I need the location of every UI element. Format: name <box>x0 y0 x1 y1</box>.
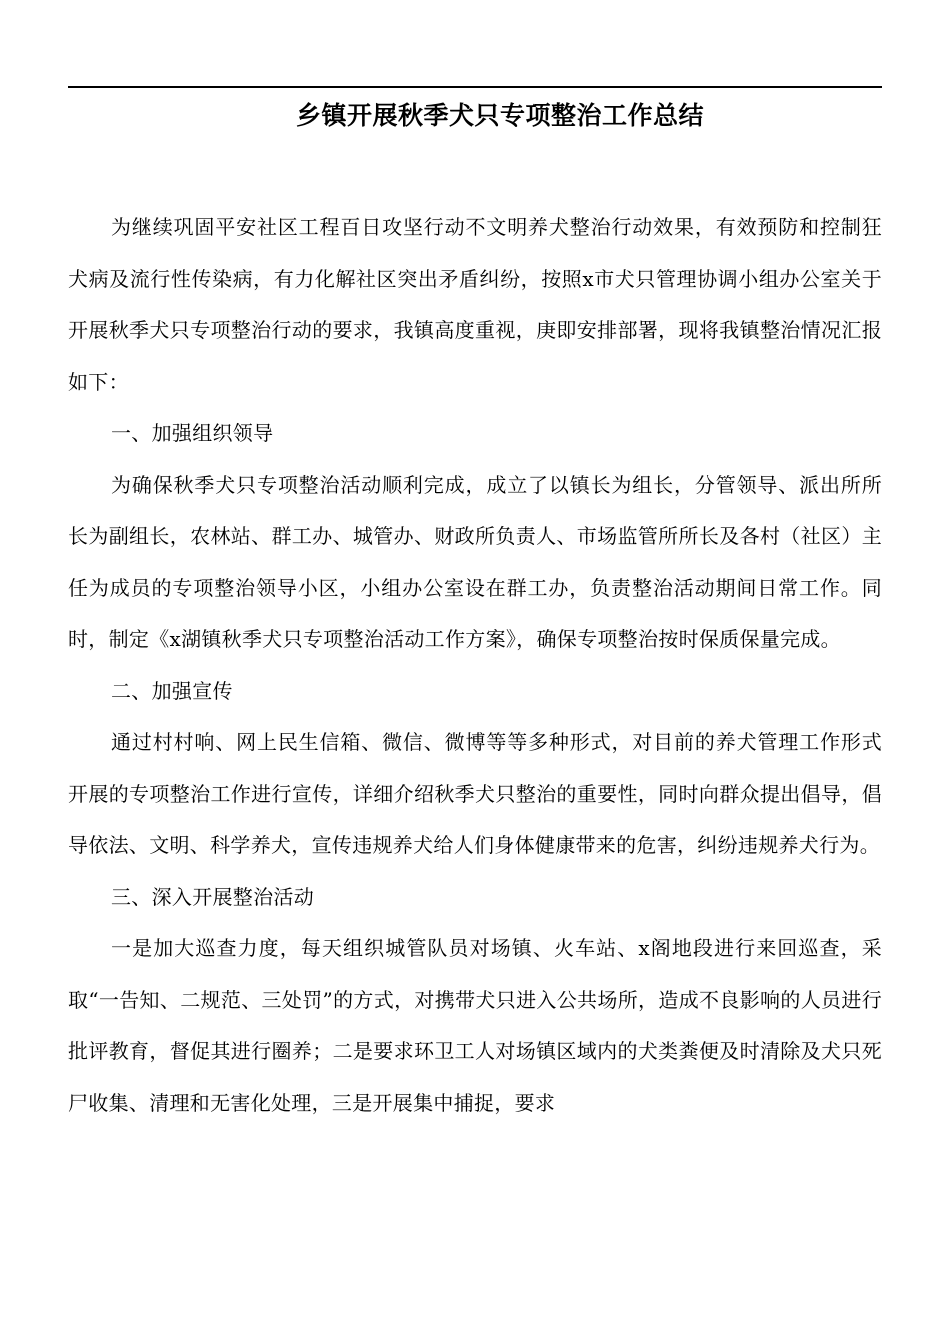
document-body <box>68 202 882 1129</box>
section-1-paragraph: 为确保秋季犬只专项整治活动顺利完成，成立了以镇长为组长，分管领导、派出所所长为副组长，农林站、群工办、城管办、财政所负责人、市场监管所所长及各村（社区）主任为成员的专项整治领导小区，小组办公室设在群工办，负责整治活动期间日常工作。同时，制定《x湖镇秋季犬只专项整治活动工作方案》，确保专项整治按时保质保量完成。 <box>68 472 882 651</box>
intro-paragraph: 为继续巩固平安社区工程百日攻坚行动不文明养犬整治行动效果，有效预防和控制狂犬病及流行性传染病，有力化解社区突出矛盾纠纷，按照x市犬只管理协调小组办公室关于开展秋季犬只专项整治行动的要求，我镇高度重视，庚即安排部署，现将我镇整治情况汇报如下： <box>68 215 882 394</box>
section-heading-2: 二、加强宣传 <box>111 678 233 703</box>
section-heading-1: 一、加强组织领导 <box>111 421 274 445</box>
section-2-paragraph: 通过村村响、网上民生信箱、微信、微博等等多种形式，对目前的养犬管理工作形式开展的专项整治工作进行宣传，详细介绍秋季犬只整治的重要性，同时向群众提出倡导，倡导依法、文明、科学养犬，宣传违规养犬给人们身体健康带来的危害，纠纷违规养犬行为。 <box>68 730 882 857</box>
section-heading-3: 三、深入开展整治活动 <box>111 884 314 909</box>
document-title: 乡镇开展秋季犬只专项整治工作总结 <box>295 101 704 130</box>
section-3-paragraph: 一是加大巡查力度，每天组织城管队员对场镇、火车站、x阁地段进行来回巡查，采取“一告知、二规范、三处罚”的方式，对携带犬只进入公共场所，造成不良影响的人员进行批评教育，督促其进行圈养；二是要求环卫工人对场镇区域内的犬类粪便及时清除及犬只死尸收集、清理和无害化处理，三是开展集中捕捉，要求 <box>68 936 882 1115</box>
header-rule <box>68 86 882 88</box>
